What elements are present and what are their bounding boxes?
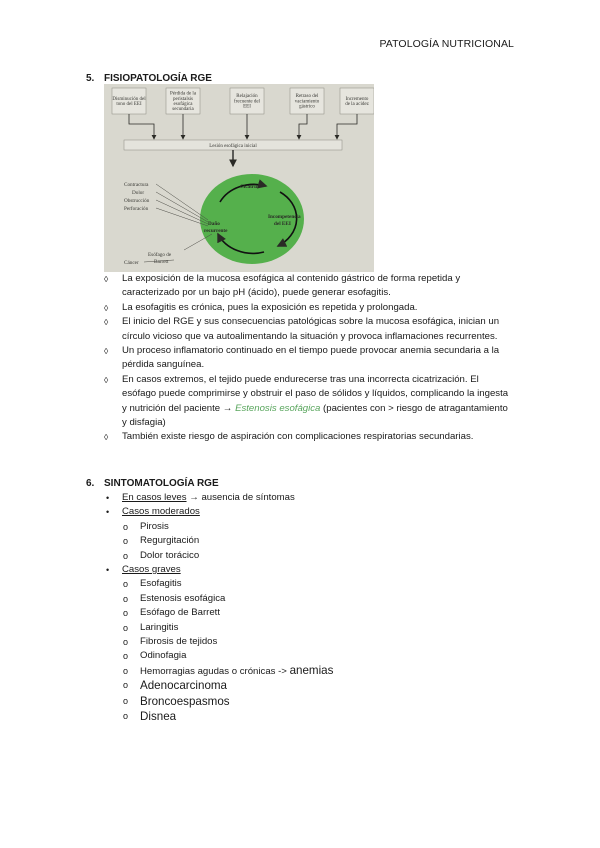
list-item: [104, 664, 504, 678]
list-item: [104, 563, 504, 577]
section-6-title: [86, 478, 219, 489]
list-item: [104, 606, 504, 620]
cause-box-label: gástrico: [299, 104, 315, 110]
bullet-text: El inicio del RGE y sus consecuencias patológicas sobre la mucosa esofágica, inician un círculo vicioso que va autoalimentando la situación y provoca inflamaciones recurrentes.: [122, 316, 500, 342]
list-item: [104, 621, 504, 635]
section-5-label: FISIOPATOLOGÍA RGE: [104, 73, 212, 84]
sub-bullet: o: [123, 579, 129, 590]
left-label-4: Perforación: [124, 206, 149, 212]
cycle-label-right-2: del EEI: [274, 221, 291, 227]
list-item: [104, 649, 504, 663]
cause-arrow: [337, 114, 357, 139]
list-item: [104, 315, 514, 344]
sub-bullet: o: [123, 680, 129, 691]
cause-box-label: Disminución del: [112, 96, 146, 102]
bullet: •: [106, 564, 110, 575]
list-item: [104, 301, 514, 315]
bullet-text: La exposición de la mucosa esofágica al contenido gástrico de forma repetida y caracterizado por un bajo pH (ácido), puede generar esofagitis.: [122, 273, 461, 299]
list-item: [104, 505, 504, 519]
list-item: [104, 592, 504, 606]
page-header: PATOLOGÍA NUTRICIONAL: [379, 38, 514, 50]
symptom: Estenosis esofágica: [140, 592, 226, 604]
cause-box-label: EEI: [243, 104, 251, 110]
cycle-label-left-2: recurrente: [204, 228, 228, 234]
sub-bullet: o: [123, 695, 129, 706]
cycle-label-right-1: Incompetencia: [268, 214, 301, 220]
bullet: •: [106, 493, 110, 503]
symptom: Hemorragias agudas o crónicas ->: [140, 665, 290, 677]
list-item: [104, 549, 504, 563]
cause-arrow: [299, 114, 307, 139]
leves-label: En casos leves: [122, 492, 187, 503]
list-item: [104, 344, 514, 373]
graves-label: Casos graves: [122, 563, 181, 575]
sub-bullet: o: [123, 651, 129, 662]
section-5-title: [86, 73, 212, 84]
sub-bullet: o: [123, 711, 129, 722]
symptom: Dolor torácico: [140, 549, 200, 561]
highlight-term: Estenosis esofágica: [235, 402, 321, 414]
cycle-label-top: Cicatriz: [240, 184, 258, 190]
cause-box-label: frecuente del: [234, 99, 260, 105]
list-item: [104, 373, 514, 431]
cause-box-label: Pérdida de la: [169, 91, 197, 97]
bullet-text: Un proceso inflamatorio continuado en el tiempo puede provocar anemia secundaria a la pérdida sanguínea.: [122, 345, 500, 371]
cause-box-label: peristalsis: [173, 96, 193, 102]
section-6-label: SINTOMATOLOGÍA RGE: [104, 478, 219, 489]
connector-line: [156, 184, 208, 220]
moderados-label: Casos moderados: [122, 506, 200, 518]
connector-line: [156, 192, 208, 222]
list-item: [104, 520, 504, 534]
sub-bullet: o: [123, 536, 129, 547]
symptom: Odinofagia: [140, 650, 187, 662]
section-5-number: 5.: [86, 73, 95, 84]
list-item: [104, 577, 504, 591]
bullet-text: La esofagitis es crónica, pues la exposición es repetida y prolongada.: [122, 301, 418, 313]
list-item: [104, 635, 504, 649]
list-item: [104, 694, 504, 710]
sub-bullet: o: [123, 521, 129, 532]
cause-box-label: secundaria: [172, 107, 194, 113]
symptom: Fibrosis de tejidos: [140, 635, 218, 647]
cause-box-label: esofágica: [173, 102, 193, 107]
symptom: Pirosis: [140, 520, 169, 532]
symptom: Broncoespasmos: [140, 694, 230, 708]
bullet: •: [106, 507, 110, 518]
cause-box-label: Relajación: [236, 94, 258, 100]
symptom: Adenocarcinoma: [140, 679, 228, 693]
cause-box-label: vaciamiento: [294, 99, 320, 105]
symptom: Laringitis: [140, 621, 179, 633]
connector-line: [156, 200, 208, 224]
diamond-bullet: ◊: [104, 317, 109, 328]
cause-box-label: de la acidez: [345, 102, 369, 107]
list-item: [104, 534, 504, 548]
diamond-bullet: ◊: [104, 432, 109, 443]
cause-box-label: Incremento: [345, 96, 369, 102]
barrett-label-1: Esófago de: [148, 252, 172, 258]
leves-rest: → ausencia de síntomas: [186, 492, 295, 503]
list-item: [104, 678, 504, 694]
symptom: Regurgitación: [140, 535, 200, 547]
symptom: Esofagitis: [140, 578, 182, 590]
left-label-1: Contractura: [124, 182, 149, 188]
bullet-text: En casos extremos, el tejido puede endurecerse tras una incorrecta cicatrización. El esófago puede comprimirse y obstruir el paso de sólidos y líquidos, complicando la ingesta y nutrición del paciente →: [122, 373, 509, 414]
symptom-emphasis: anemias: [289, 663, 334, 677]
symptom: Disnea: [140, 710, 177, 724]
sub-bullet: o: [123, 622, 129, 633]
diamond-bullet: ◊: [104, 302, 109, 313]
cycle-label-left-1: Daño: [208, 221, 220, 227]
diamond-bullet: ◊: [104, 346, 109, 357]
symptom: Esófago de Barrett: [140, 607, 220, 619]
diamond-bullet: ◊: [104, 374, 109, 385]
list-item: [104, 272, 514, 301]
list-item: [104, 430, 514, 444]
left-label-2: Dolor: [132, 190, 145, 196]
pathophysiology-bullets: [104, 272, 514, 445]
barrett-label-2: Barrett: [154, 259, 169, 265]
pathophysiology-diagram: [104, 84, 374, 272]
cause-box-label: tono del EEI: [116, 102, 142, 107]
sub-bullet: o: [123, 593, 129, 604]
cancer-label: Cáncer: [124, 260, 139, 266]
cause-box-label: Retraso del: [295, 94, 319, 100]
cause-arrow: [129, 114, 154, 139]
lesion-label: Lesión esofágica inicial: [209, 144, 257, 149]
bullet-text: También existe riesgo de aspiración con complicaciones respiratorias secundarias.: [122, 431, 474, 443]
symptoms-list: [104, 491, 504, 725]
sub-bullet: o: [123, 608, 129, 619]
list-item: [104, 491, 504, 505]
sub-bullet: o: [123, 636, 129, 647]
section-6-number: 6.: [86, 478, 95, 489]
list-item: [104, 709, 504, 725]
left-label-3: Obstrucción: [124, 198, 150, 204]
bullet-text-after: (pacientes con > riesgo de atragantamiento y disfagia): [122, 402, 508, 429]
diagram-svg: [104, 84, 374, 272]
sub-bullet: o: [123, 550, 129, 561]
diamond-bullet: ◊: [104, 274, 109, 284]
sub-bullet: o: [123, 665, 129, 676]
